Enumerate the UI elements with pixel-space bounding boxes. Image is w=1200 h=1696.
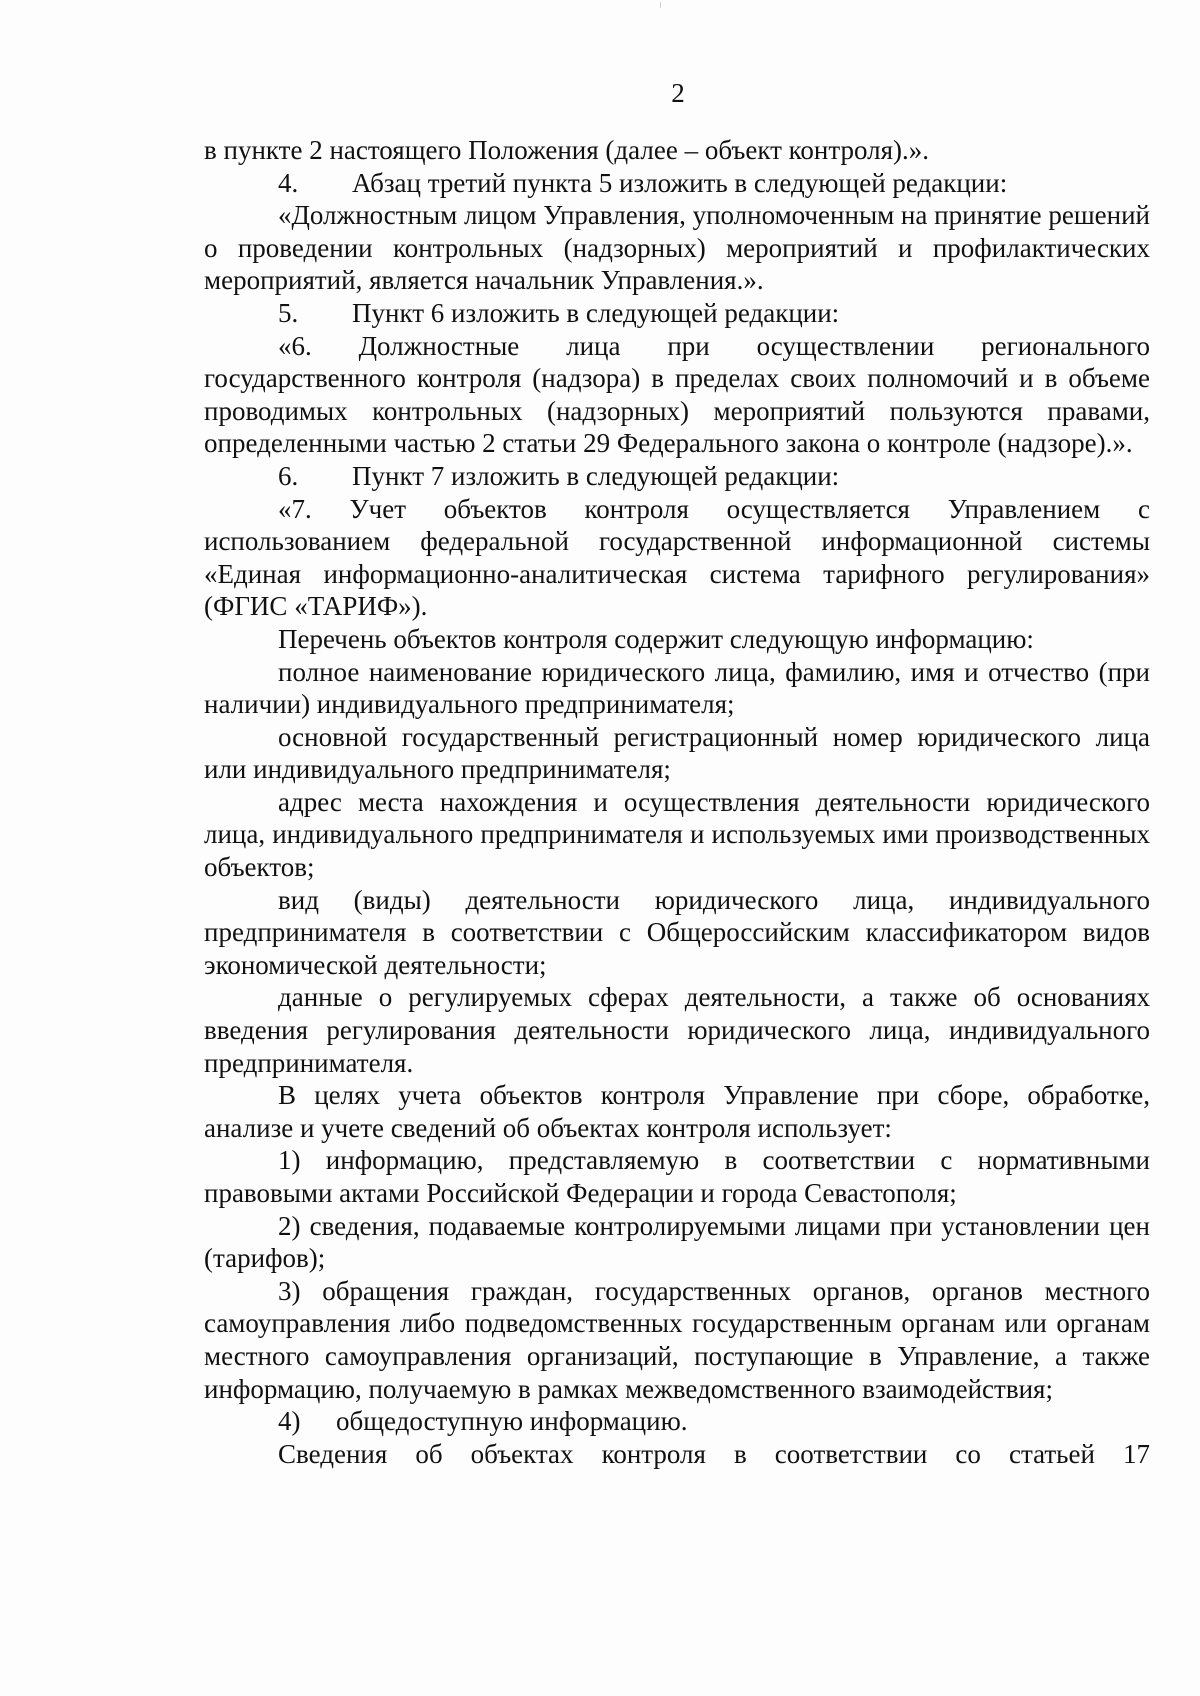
paragraph-list-item: данные о регулируемых сферах деятельности, а также об основаниях введения регулирования деятельности юридического лица, индивидуального предпринимателя. (204, 982, 1150, 1078)
paragraph-point-7: «7. Учет объектов контроля осуществляется Управлением с использованием федеральной государственной информационной системы «Единая информационно-аналитическая система тарифного регулирования» (ФГИС «ТАРИФ»). (204, 493, 1150, 622)
paragraph-source-1: 1) информацию, представляемую в соответствии с нормативными правовыми актами Российской Федерации и города Севастополя; (204, 1145, 1150, 1208)
document-body (204, 134, 1150, 1470)
paragraph-quote-official: «Должностным лицом Управления, уполномоченным на принятие решений о проведении контрольных (надзорных) мероприятий и профилактических мероприятий, является начальник Управления.». (204, 200, 1150, 296)
item-text: Абзац третий пункта 5 изложить в следующей редакции: (352, 167, 1008, 198)
paragraph-sources-intro: В целях учета объектов контроля Управление при сборе, обработке, анализе и учете сведений об объектах контроля использует: (204, 1080, 1150, 1143)
item-number: 4. (278, 167, 299, 198)
paragraph-continuation: в пункте 2 настоящего Положения (далее – объект контроля).». (204, 135, 929, 165)
scan-mark (660, 2, 661, 8)
page-number: 2 (671, 78, 685, 108)
item-text: общедоступную информацию. (336, 1406, 688, 1437)
paragraph-list-item: основной государственный регистрационный номер юридического лица или индивидуального предпринимателя; (204, 721, 1150, 785)
paragraph-point-6: «6. Должностные лица при осуществлении регионального государственного контроля (надзора) в пределах своих полномочий и в объеме проводимых контрольных (надзорных) мероприятий пользуются правами, определенными частью 2 статьи 29 Федерального закона о контроле (надзоре).». (204, 330, 1150, 459)
numbered-item-6 (204, 460, 1150, 493)
item-number: 4) (278, 1406, 301, 1437)
paragraph-list-item: полное наименование юридического лица, фамилию, имя и отчество (при наличии) индивидуального предпринимателя; (204, 656, 1150, 720)
paragraph-list-intro: Перечень объектов контроля содержит следующую информацию: (278, 623, 1034, 654)
item-text: Пункт 6 изложить в следующей редакции: (352, 297, 840, 328)
paragraph-list-item: вид (виды) деятельности юридического лица, индивидуального предпринимателя в соответствии с Общероссийским классификатором видов экономической деятельности; (204, 884, 1150, 980)
item-text: Пункт 7 изложить в следующей редакции: (352, 460, 840, 491)
paragraph-list-item: адрес места нахождения и осуществления деятельности юридического лица, индивидуального предпринимателя и используемых ими производственных объектов; (204, 786, 1150, 883)
paragraph-source-2: 2) сведения, подаваемые контролируемыми лицами при установлении цен (тарифов); (204, 1210, 1150, 1274)
item-number: 5. (278, 297, 299, 328)
item-number: 6. (278, 460, 299, 491)
numbered-item-5 (204, 297, 1150, 330)
numbered-item-4 (204, 167, 1150, 200)
paragraph-continued: Сведения об объектах контроля в соответствии со статьей 17 (278, 1438, 1150, 1469)
paragraph-source-3: 3) обращения граждан, государственных органов, органов местного самоуправления либо подведомственных государственным органам или органам местного самоуправления организаций, поступающие в Управление, а также информацию, получаемую в рамках межведомственного взаимодействия; (204, 1275, 1150, 1404)
numbered-item-source-4 (204, 1405, 1150, 1438)
